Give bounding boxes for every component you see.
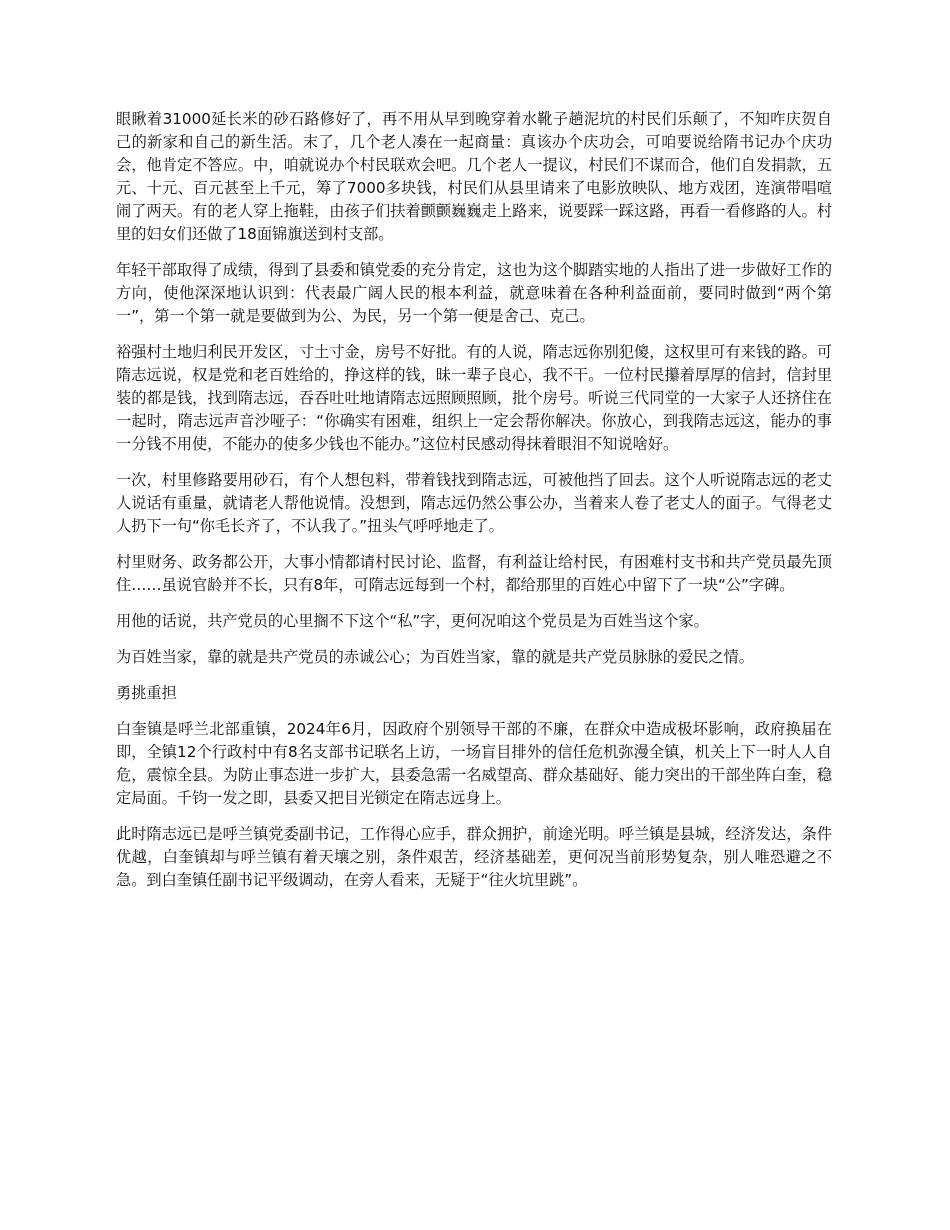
paragraph-house-number: 裕强村土地归利民开发区，寸土寸金，房号不好批。有的人说，隋志远你别犯傻，这权里可有来钱的路。可隋志远说，权是党和老百姓给的，挣这样的钱，昧一辈子良心，我不干。一位村民攥着厚厚的信封，信封里装的都是钱，找到隋志远，吞吞吐吐地请隋志远照顾照顾，批个房号。听说三代同堂的一大家子人还挤住在一起时，隋志远声音沙哑子：“你确实有困难，组织上一定会帮你解决。你放心，到我隋志远这，能办的事一分钱不用使，不能办的使多少钱也不能办。”这位村民感动得抹着眼泪不知说啥好。 [116, 343, 832, 453]
paragraph-no-private: 用他的话说，共产党员的心里搁不下这个“私”字，更何况咱这个党员是为百姓当这个家。 [116, 612, 709, 630]
paragraph-baikui-crisis: 白奎镇是呼兰北部重镇，2024年6月，因政府个别领导干部的不廉，在群众中造成极坏影响，政府换届在即，全镇12个行政村中有8名支部书记联名上访，一场盲目排外的信任危机弥漫全镇，机关上下一时人人自危，震惊全县。为防止事态进一步扩大，县委急需一名威望高、群众基础好、能力突出的干部坐阵白奎，稳定局面。千钧一发之即，县委又把目光锁定在隋志远身上。 [116, 720, 832, 807]
paragraph-serve-people: 为百姓当家，靠的就是共产党员的赤诚公心；为百姓当家，靠的就是共产党员脉脉的爱民之情。 [116, 648, 754, 666]
paragraph-two-firsts: 年轻干部取得了成绩，得到了县委和镇党委的充分肯定，这也为这个脚踏实地的人指出了进一步做好工作的方向，使他深深地认识到：代表最广阔人民的根本利益，就意味着在各种利益面前，要同时做到“两个第一”，第一个第一就是要做到为公、为民，另一个第一便是舍己、克己。 [116, 261, 832, 325]
document-body [116, 108, 832, 905]
paragraph-transfer: 此时隋志远已是呼兰镇党委副书记，工作得心应手，群众拥护，前途光明。呼兰镇是县城，经济发达，条件优越，白奎镇却与呼兰镇有着天壤之别，条件艰苦，经济基础差，更何况当前形势复杂，别人唯恐避之不急。到白奎镇任副书记平级调动，在旁人看来，无疑于“往火坑里跳”。 [116, 825, 832, 889]
section-heading: 勇挑重担 [116, 684, 177, 702]
paragraph-road-celebration: 眼瞅着31000延长米的砂石路修好了，再不用从早到晚穿着水靴子趟泥坑的村民们乐颠了，不知咋庆贺自己的新家和自己的新生活。末了，几个老人凑在一起商量：真该办个庆功会，可咱要说给隋书记办个庆功会，他肯定不答应。中，咱就说办个村民联欢会吧。几个老人一提议，村民们不谋而合，他们自发捐款，五元、十元、百元甚至上千元，筹了7000多块钱，村民们从县里请来了电影放映队、地方戏团，连演带唱喧闹了两天。有的老人穿上拖鞋，由孩子们扶着颤颤巍巍走上路来，说要踩一踩这路，再看一看修路的人。村里的妇女们还做了18面锦旗送到村支部。 [116, 110, 832, 243]
paragraph-public-affairs: 村里财务、政务都公开，大事小情都请村民讨论、监督，有利益让给村民，有困难村支书和共产党员最先顶住……虽说官龄并不长，只有8年，可隋志远每到一个村，都给那里的百姓心中留下了一块“公”字碑。 [116, 553, 832, 594]
paragraph-gravel-contract: 一次，村里修路要用砂石，有个人想包料，带着钱找到隋志远，可被他挡了回去。这个人听说隋志远的老丈人说话有重量，就请老人帮他说情。没想到，隋志远仍然公事公办，当着来人卷了老丈人的面子。气得老丈人扔下一句“你毛长齐了，不认我了。”扭头气呼呼地走了。 [116, 471, 832, 535]
